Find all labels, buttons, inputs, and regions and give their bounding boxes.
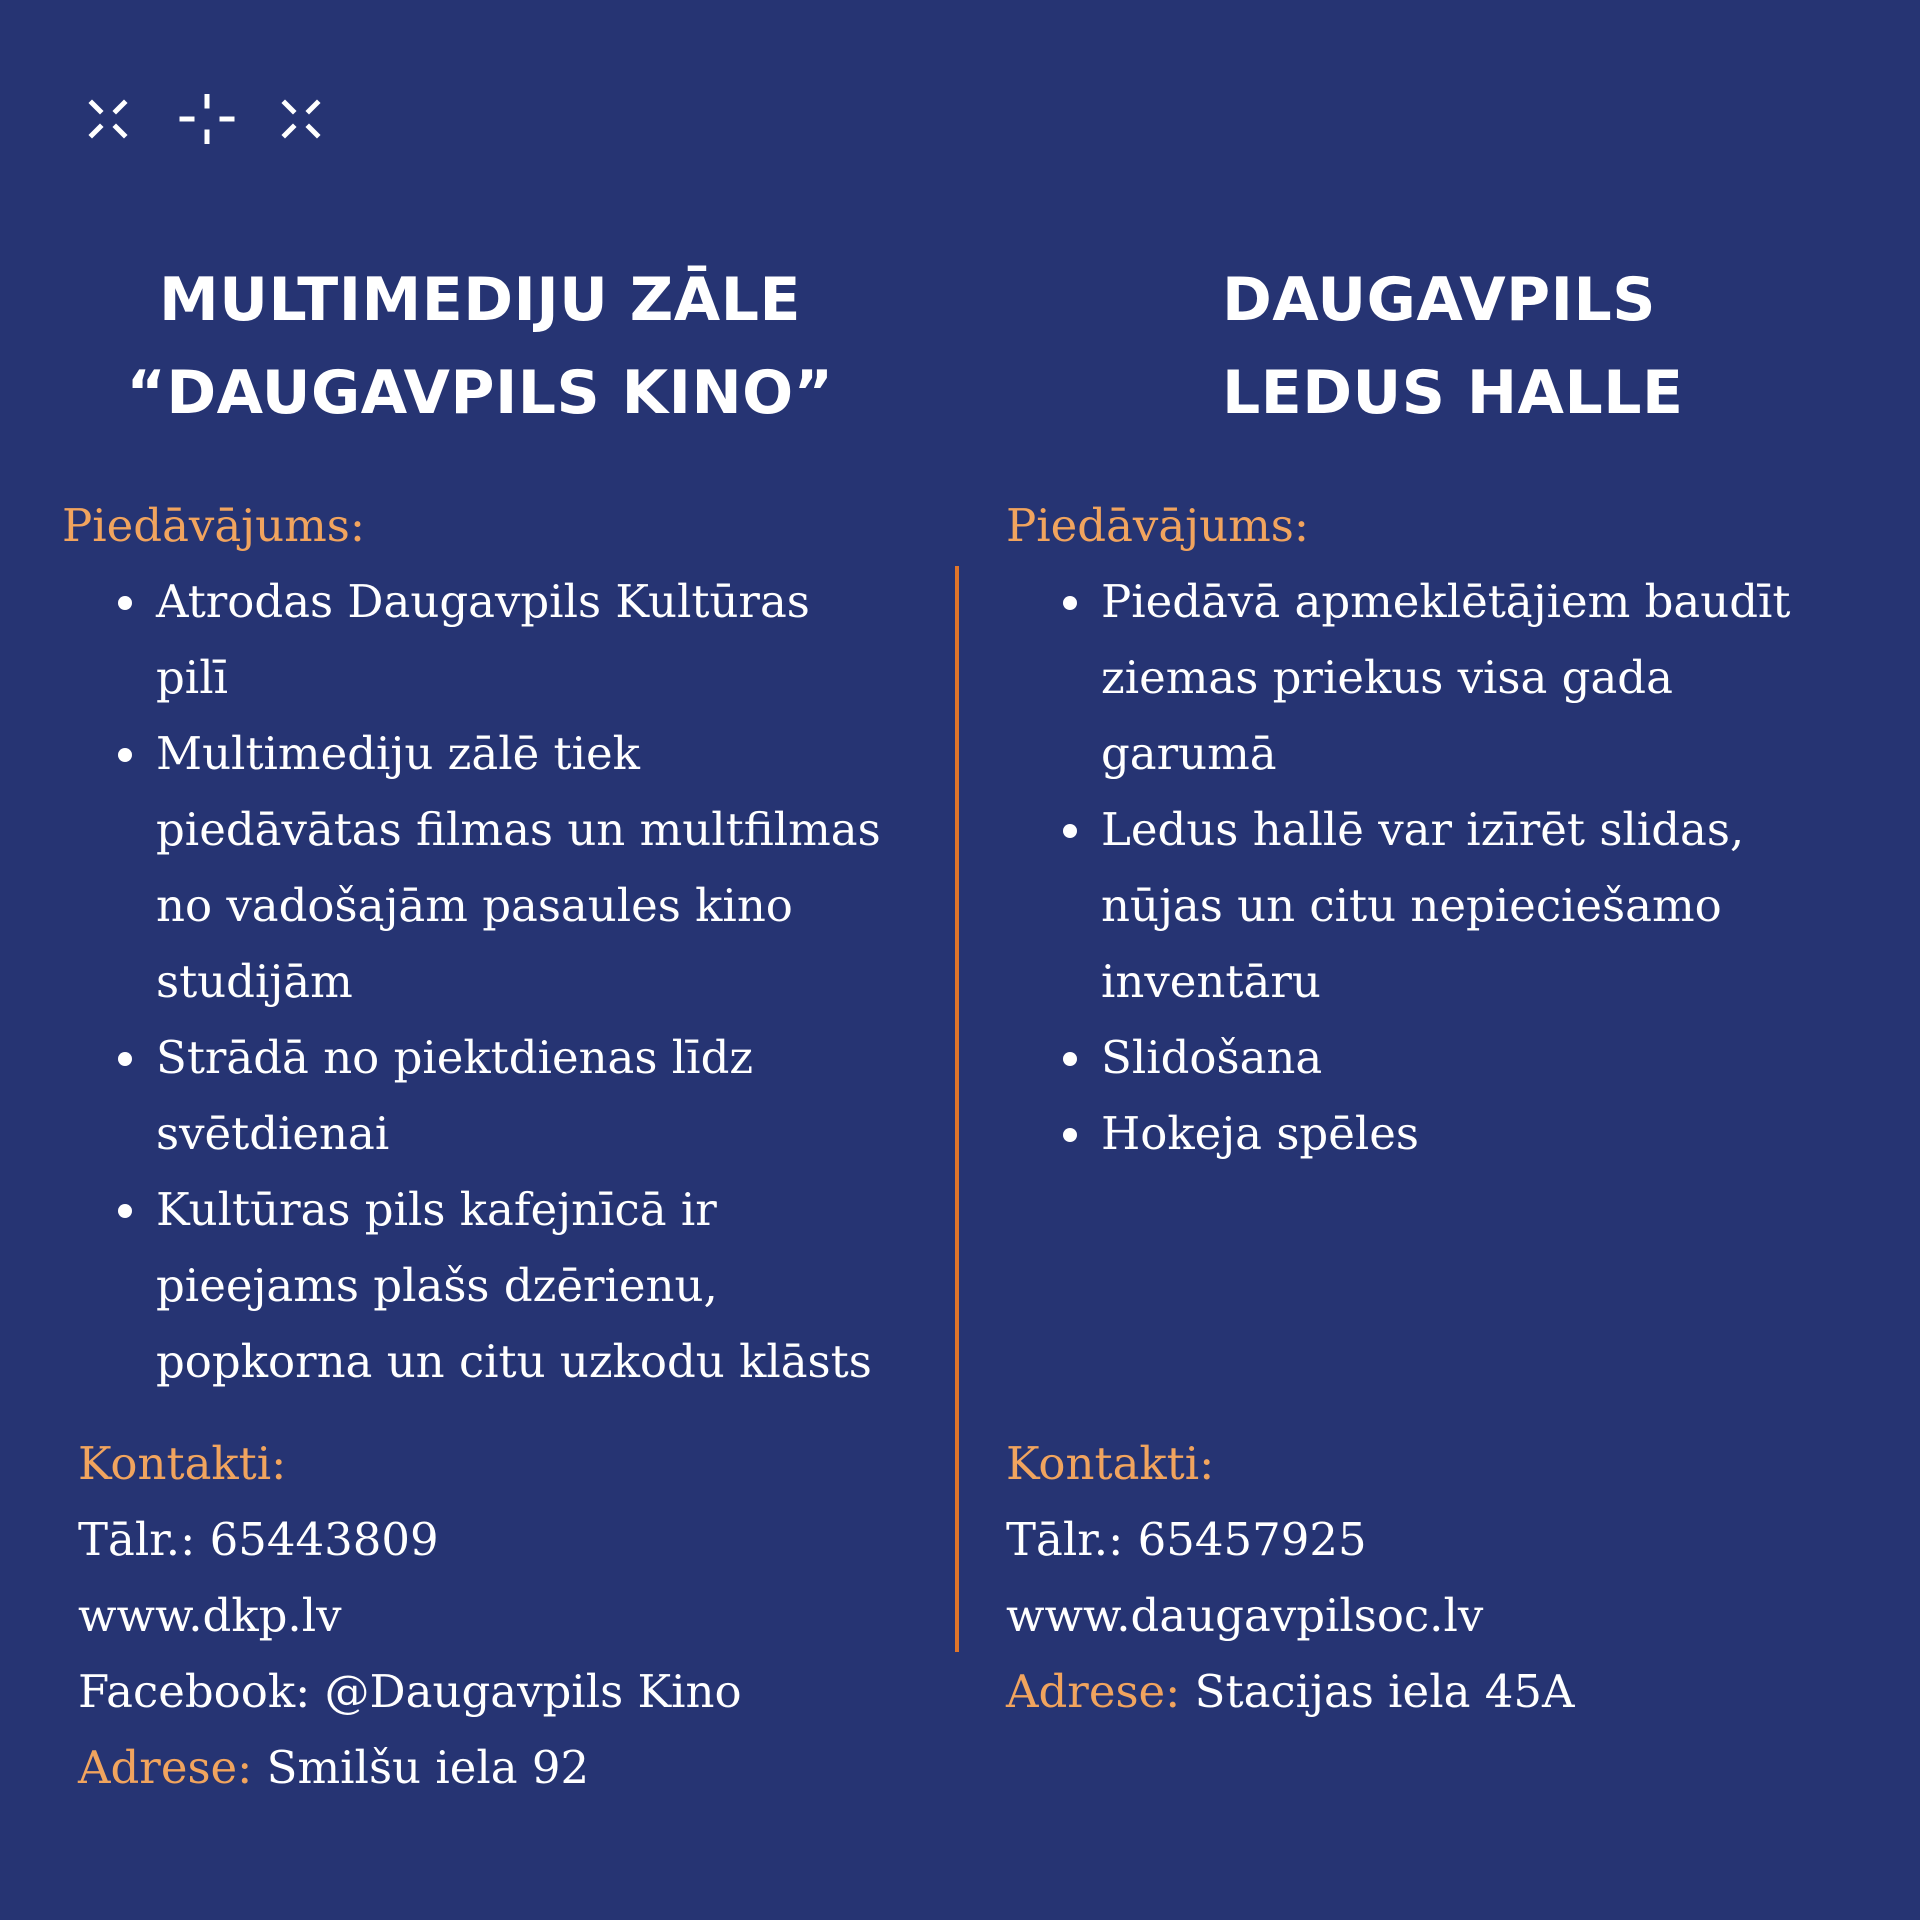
right-title-line: DAUGAVPILS — [1222, 265, 1656, 335]
list-item-line: svētdienai — [156, 1107, 390, 1160]
list-item — [1057, 792, 1790, 1020]
list-item — [1057, 1020, 1790, 1096]
left-address-label: Adrese: — [78, 1741, 253, 1794]
bullet-dot-icon — [1063, 1128, 1077, 1142]
right-address-label: Adrese: — [1006, 1665, 1181, 1718]
list-item-line: popkorna un citu uzkodu klāsts — [156, 1335, 872, 1388]
list-item-line: no vadošajām pasaules kino — [156, 879, 793, 932]
list-item-line: Piedāvā apmeklētājiem baudīt — [1101, 575, 1791, 628]
list-item — [112, 1172, 881, 1400]
list-item-line: nūjas un citu nepieciešamo — [1101, 879, 1722, 932]
left-title — [0, 254, 960, 440]
list-item-line: pieejams plašs dzērienu, — [156, 1259, 718, 1312]
left-title-line: MULTIMEDIJU ZĀLE — [159, 265, 801, 335]
right-phone: Tālr.: 65457925 — [1006, 1513, 1367, 1566]
list-item-line: inventāru — [1101, 955, 1321, 1008]
list-item-line: pilī — [156, 651, 228, 704]
bullet-dot-icon — [118, 1204, 132, 1218]
left-facebook: Facebook: @Daugavpils Kino — [78, 1665, 742, 1718]
right-contacts — [1006, 1426, 1574, 1730]
list-item-line: Kultūras pils kafejnīcā ir — [156, 1183, 717, 1236]
right-address-value: Stacijas iela 45A — [1194, 1665, 1575, 1718]
left-address — [78, 1730, 742, 1806]
list-item-line: ziemas priekus visa gada — [1101, 651, 1673, 704]
left-offers-list — [112, 564, 881, 1400]
bullet-dot-icon — [1063, 596, 1077, 610]
sparkle-x-icon — [285, 103, 317, 135]
list-item-line: garumā — [1101, 727, 1277, 780]
list-item-line: Strādā no piektdienas līdz — [156, 1031, 754, 1084]
sparkle-plus-icon — [182, 96, 232, 142]
list-item-line: piedāvātas filmas un multfilmas — [156, 803, 881, 856]
list-item — [1057, 1096, 1790, 1172]
list-item — [112, 716, 881, 1020]
list-item-line: Multimediju zālē tiek — [156, 727, 640, 780]
column-divider — [955, 566, 959, 1652]
right-offers-label: Piedāvājums: — [1006, 499, 1310, 552]
right-title — [1222, 254, 1683, 440]
list-item-line: Slidošana — [1101, 1031, 1323, 1084]
bullet-dot-icon — [118, 596, 132, 610]
left-address-value: Smilšu iela 92 — [266, 1741, 590, 1794]
decorative-sparkles — [88, 94, 348, 144]
right-address — [1006, 1654, 1574, 1730]
right-offers-list — [1057, 564, 1790, 1172]
right-website-link[interactable]: www.daugavpilsoc.lv — [1006, 1589, 1484, 1642]
list-item — [112, 564, 881, 716]
bullet-dot-icon — [118, 1052, 132, 1066]
left-phone: Tālr.: 65443809 — [78, 1513, 439, 1566]
list-item — [112, 1020, 881, 1172]
list-item-line: studijām — [156, 955, 353, 1008]
bullet-dot-icon — [118, 748, 132, 762]
sparkle-x-icon — [92, 103, 124, 135]
left-offers-label: Piedāvājums: — [62, 499, 366, 552]
list-item-line: Ledus hallē var izīrēt slidas, — [1101, 803, 1745, 856]
left-website-link[interactable]: www.dkp.lv — [78, 1589, 342, 1642]
bullet-dot-icon — [1063, 1052, 1077, 1066]
list-item-line: Atrodas Daugavpils Kultūras — [156, 575, 810, 628]
right-title-line: LEDUS HALLE — [1222, 358, 1684, 428]
right-contacts-label: Kontakti: — [1006, 1437, 1215, 1490]
list-item — [1057, 564, 1790, 792]
left-contacts — [78, 1426, 742, 1806]
list-item-line: Hokeja spēles — [1101, 1107, 1419, 1160]
bullet-dot-icon — [1063, 824, 1077, 838]
left-title-line: “DAUGAVPILS KINO” — [126, 358, 834, 428]
left-contacts-label: Kontakti: — [78, 1437, 287, 1490]
